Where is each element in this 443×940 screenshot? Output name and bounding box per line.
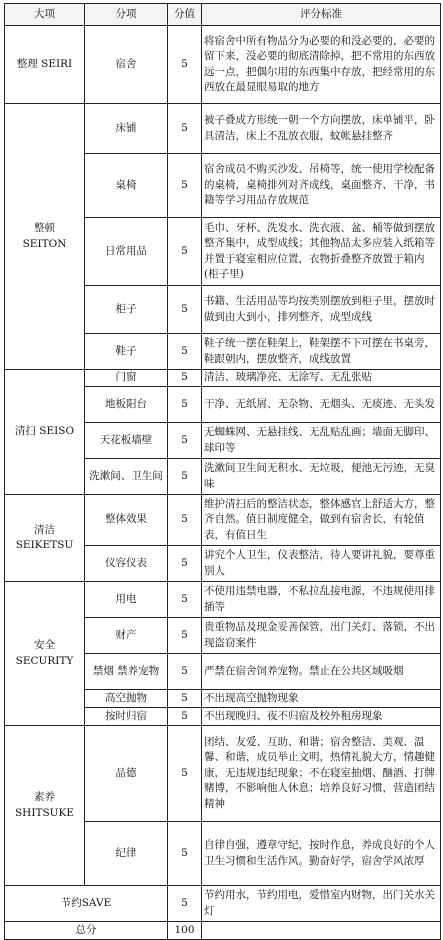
header-row [5,4,441,26]
category-cell [5,726,85,886]
criteria-cell: 不出现晚归、夜不归宿及校外租房现象 [202,708,441,726]
table-row [5,495,441,546]
score-cell: 5 [168,459,202,495]
score-cell: 5 [168,218,202,286]
criteria-cell: 节约用水，节约用电，爱惜室内财物，出门关水关灯 [202,886,441,922]
score-cell: 5 [168,708,202,726]
criteria-cell: 严禁在宿舍饲养宠物。禁止在公共区域吸烟 [202,654,441,690]
criteria-cell: 清洁、玻璃净亮、无涂写、无乱张贴 [202,370,441,387]
subitem-cell: 整体效果 [85,495,168,546]
subitem-cell: 柜子 [85,286,168,334]
criteria-cell: 被子叠成方形统一朝一个方向摆放，床单铺平，卧具清洁，床上不乱放衣服，蚊帐悬挂整齐 [202,104,441,154]
total-label: 总分 [5,922,168,940]
criteria-cell: 洗漱间卫生间无积水、无垃圾，便池无污迹，无臭味 [202,459,441,495]
criteria-cell: 无蜘蛛网、无悬挂线、无乱贴乱画；墙面无脚印、球印等 [202,423,441,459]
header-subitem: 分项 [85,4,168,26]
criteria-cell: 书籍、生活用品等均按类别摆放到柜子里，摆放时做到由大到小，排列整齐，成型成线 [202,286,441,334]
subitem-cell: 高空抛物 [85,690,168,708]
total-row [5,922,441,940]
category-cell [5,26,85,104]
subitem-cell: 纪律 [85,822,168,886]
criteria-cell: 鞋子统一摆在鞋架上，鞋架摆不下可摆在书桌旁，鞋跟朝内，摆放整齐，成线放置 [202,334,441,370]
category-name: 素养 [34,791,55,803]
score-cell: 5 [168,618,202,654]
category-cell [5,104,85,370]
score-cell: 5 [168,654,202,690]
category-name: SHITSUKE [14,806,75,819]
subitem-cell: 用电 [85,582,168,618]
score-cell: 5 [168,886,202,922]
criteria-cell: 不使用违禁电器，不私拉乱接电源，不违规使用排插等 [202,582,441,618]
total-criteria-empty [202,922,441,940]
table-row [5,370,441,387]
category-name: 整顿 [34,222,55,234]
subitem-cell: 按时归宿 [85,708,168,726]
table-row [5,582,441,618]
criteria-cell: 毛巾、牙杯、洗发水、洗衣液、盆、桶等做到摆放整齐集中，成型成线；其他物品太多应装入纸箱等并置于寝室相应位置，衣物折叠整齐放置于箱内(柜子里) [202,218,441,286]
criteria-cell: 团结、友爱、互助、和谐；宿舍整洁、美观、温馨、和谐，成员举止文明，热情礼貌大方，情趣健康，无违规违纪现象；不在寝室抽烟、酗酒、打牌赌博，不影响他人休息；培养良好习惯，营造团结精神 [202,726,441,822]
table-body [5,26,441,940]
category-name: 清扫 SEISO [14,425,75,438]
score-cell: 5 [168,546,202,582]
subitem-cell: 门窗 [85,370,168,387]
criteria-cell: 维护清扫后的整洁状态，整体感官上舒适大方，整齐自然。值日制度健全，做到有宿舍长，有轮值表，有值日生 [202,495,441,546]
category-name: SEIKETSU [15,539,74,551]
subitem-cell: 床铺 [85,104,168,154]
score-cell: 5 [168,582,202,618]
score-cell: 5 [168,495,202,546]
score-cell: 5 [168,154,202,218]
score-cell: 5 [168,822,202,886]
subitem-cell: 地板阳台 [85,387,168,423]
score-cell: 5 [168,286,202,334]
category-name: 整理 SEIRI [16,57,73,70]
category-name: SECURITY [15,654,74,667]
category-name: SEITON [22,237,67,250]
criteria-cell: 宿舍成员不购买沙发、吊椅等，统一使用学校配备的桌椅，桌椅排列对齐成线，桌面整齐、干净，书籍等学习用品存放规范 [202,154,441,218]
scoring-table [4,3,441,940]
criteria-cell: 干净、无纸屑、无杂物、无烟头、无痰迹、无头发 [202,387,441,423]
score-cell: 5 [168,690,202,708]
category-cell [5,582,85,726]
subitem-cell: 财产 [85,618,168,654]
category-name: 安全 [34,639,55,651]
criteria-cell: 不出现高空抛物现象 [202,690,441,708]
table-row [5,726,441,822]
save-label: 节约SAVE [5,886,168,922]
score-cell: 5 [168,726,202,822]
subitem-cell: 日常用品 [85,218,168,286]
subitem-cell: 宿舍 [85,26,168,104]
score-cell: 5 [168,26,202,104]
category-name: 清洁 [34,523,55,536]
table-row [5,104,441,154]
score-cell: 5 [168,334,202,370]
score-cell: 5 [168,387,202,423]
score-cell: 5 [168,104,202,154]
category-cell [5,370,85,495]
subitem-cell: 天花板墙壁 [85,423,168,459]
score-cell: 5 [168,423,202,459]
subitem-cell: 禁烟 禁养宠物 [85,654,168,690]
subitem-cell: 仪容仪表 [85,546,168,582]
table-row [5,26,441,104]
subitem-cell: 品德 [85,726,168,822]
save-row [5,886,441,922]
header-criteria: 评分标准 [202,4,441,26]
header-score: 分值 [168,4,202,26]
criteria-cell: 自律自强，遵章守纪，按时作息，养成良好的个人卫生习惯和生活作风。勤奋好学，宿舍学风浓厚 [202,822,441,886]
criteria-cell: 讲究个人卫生，仪表整洁，待人要讲礼貌，要尊重别人 [202,546,441,582]
criteria-cell: 将宿舍中所有物品分为必要的和没必要的，必要的留下来，没必要的彻底清除掉，把不常用的东西放远一点，把偶尔用的东西集中存放，把经常用的东西放在最显眼易取的地方 [202,26,441,104]
category-cell [5,495,85,582]
subitem-cell: 洗漱间、卫生间 [85,459,168,495]
subitem-cell: 鞋子 [85,334,168,370]
criteria-cell: 贵重物品及现金妥善保管，出门关灯、落锁，不出现盗窃案件 [202,618,441,654]
header-category: 大项 [5,4,85,26]
total-score: 100 [168,922,202,940]
subitem-cell: 桌椅 [85,154,168,218]
score-cell: 5 [168,370,202,387]
